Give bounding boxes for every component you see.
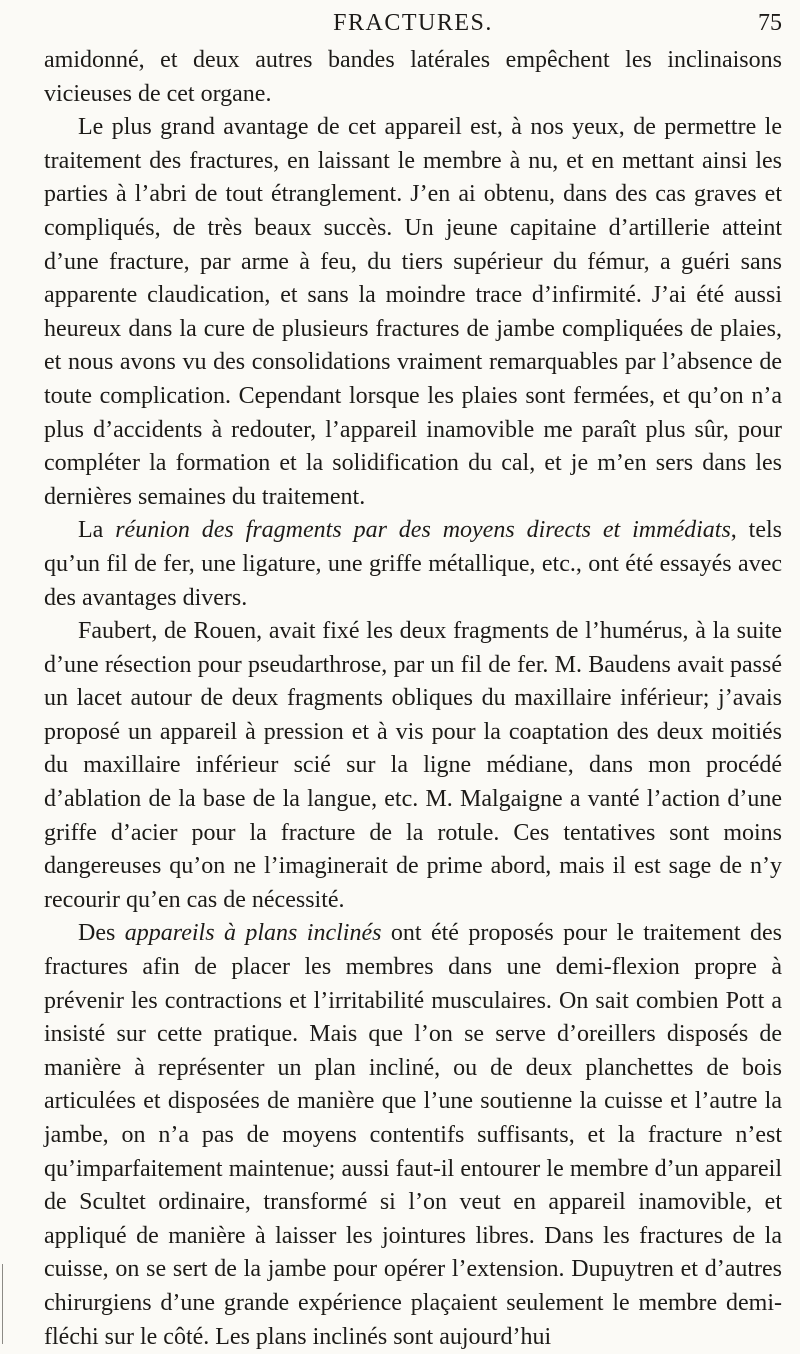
paragraph-appareil-avantage: Le plus grand avantage de cet appareil est, à nos yeux, de permettre le traitement des fractures, en laissant le membre à nu, et en mettant ainsi les parties à l’abri de tout étranglement. J’en ai obtenu, dans des cas graves et compliqués, de très beaux succès. Un jeune capitaine d’artillerie atteint d’une fracture, par arme à feu, du tiers supérieur du fémur, a guéri sans apparente claudication, et sans la moindre trace d’infirmité. J’ai été aussi heureux dans la cure de plusieurs fractures de jambe compliquées de plaies, et nous avons vu des consolidations vraiment remarquables par l’absence de toute complication. Cependant lorsque les plaies sont fermées, et qu’on n’a plus d’accidents à redouter, l’appareil inamovible me paraît plus sûr, pour compléter la formation et la solidification du cal, et je m’en sers dans les dernières semaines du traitement. xyxy=(44,114,782,510)
paragraph-plans-prefix: Des xyxy=(78,920,125,947)
paragraph-faubert: Faubert, de Rouen, avait fixé les deux fragments de l’humérus, à la suite d’une résection pour pseudarthrose, par un fil de fer. M. Baudens avait passé un lacet autour de deux fragments obliques du maxillaire inférieur; j’avais proposé un appareil à pression et à vis pour la coaptation des deux moitiés du maxillaire inférieur scié sur la ligne médiane, dans mon procédé d’ablation de la base de la langue, etc. M. Malgaigne a vanté l’action d’une griffe d’acier pour la fracture de la rotule. Ces tentatives sont moins dangereuses qu’on ne l’imaginerait de prime abord, mais il est sage de n’y recourir qu’en cas de nécessité. xyxy=(44,618,782,913)
body-text xyxy=(44,44,782,1354)
paragraph-plans-rest: ont été proposés pour le traitement des fractures afin de placer les membres dans une demi-flexion propre à prévenir les contractions et l’irritabilité musculaires. On sait combien Pott a insisté sur cette pratique. Mais que l’on se serve d’oreillers disposés de manière à représenter un plan incliné, ou de deux planchettes de bois articulées et disposées de manière que l’une soutienne la cuisse et l’autre la jambe, on n’a pas de moyens contentifs suffisants, et la fracture n’est qu’imparfaitement maintenue; aussi faut-il entourer le membre d’un appareil de Scultet ordinaire, transformé si l’on veut en appareil inamovible, et appliqué de manière à laisser les jointures libres. Dans les fractures de la cuisse, on se sert de la jambe pour opérer l’extension. Dupuytren et d’autres chirurgiens d’une grande expérience plaçaient seulement le membre demi-fléchi sur le côté. Les plans inclinés sont aujourd’hui xyxy=(44,920,783,1350)
paragraph-plans-inclines xyxy=(44,917,782,1354)
paragraph-reunion-rest: , tels qu’un fil de fer, une ligature, une griffe métallique, etc., ont été essayés avec des avantages divers. xyxy=(44,517,783,611)
page-number: 75 xyxy=(758,10,782,36)
paragraph-continuation: amidonné, et deux autres bandes latérales empêchent les inclinaisons vicieuses de cet organe. xyxy=(44,47,782,107)
italic-term-plans-inclines: appareils à plans inclinés xyxy=(124,920,382,947)
italic-term-reunion: réunion des fragments par des moyens directs et immédiats xyxy=(115,517,731,544)
header-title: FRACTURES. xyxy=(333,10,493,36)
running-head xyxy=(44,10,782,42)
paragraph-reunion-fragments xyxy=(44,514,782,615)
paragraph-reunion-prefix: La xyxy=(78,517,116,544)
margin-rule xyxy=(2,1264,3,1344)
